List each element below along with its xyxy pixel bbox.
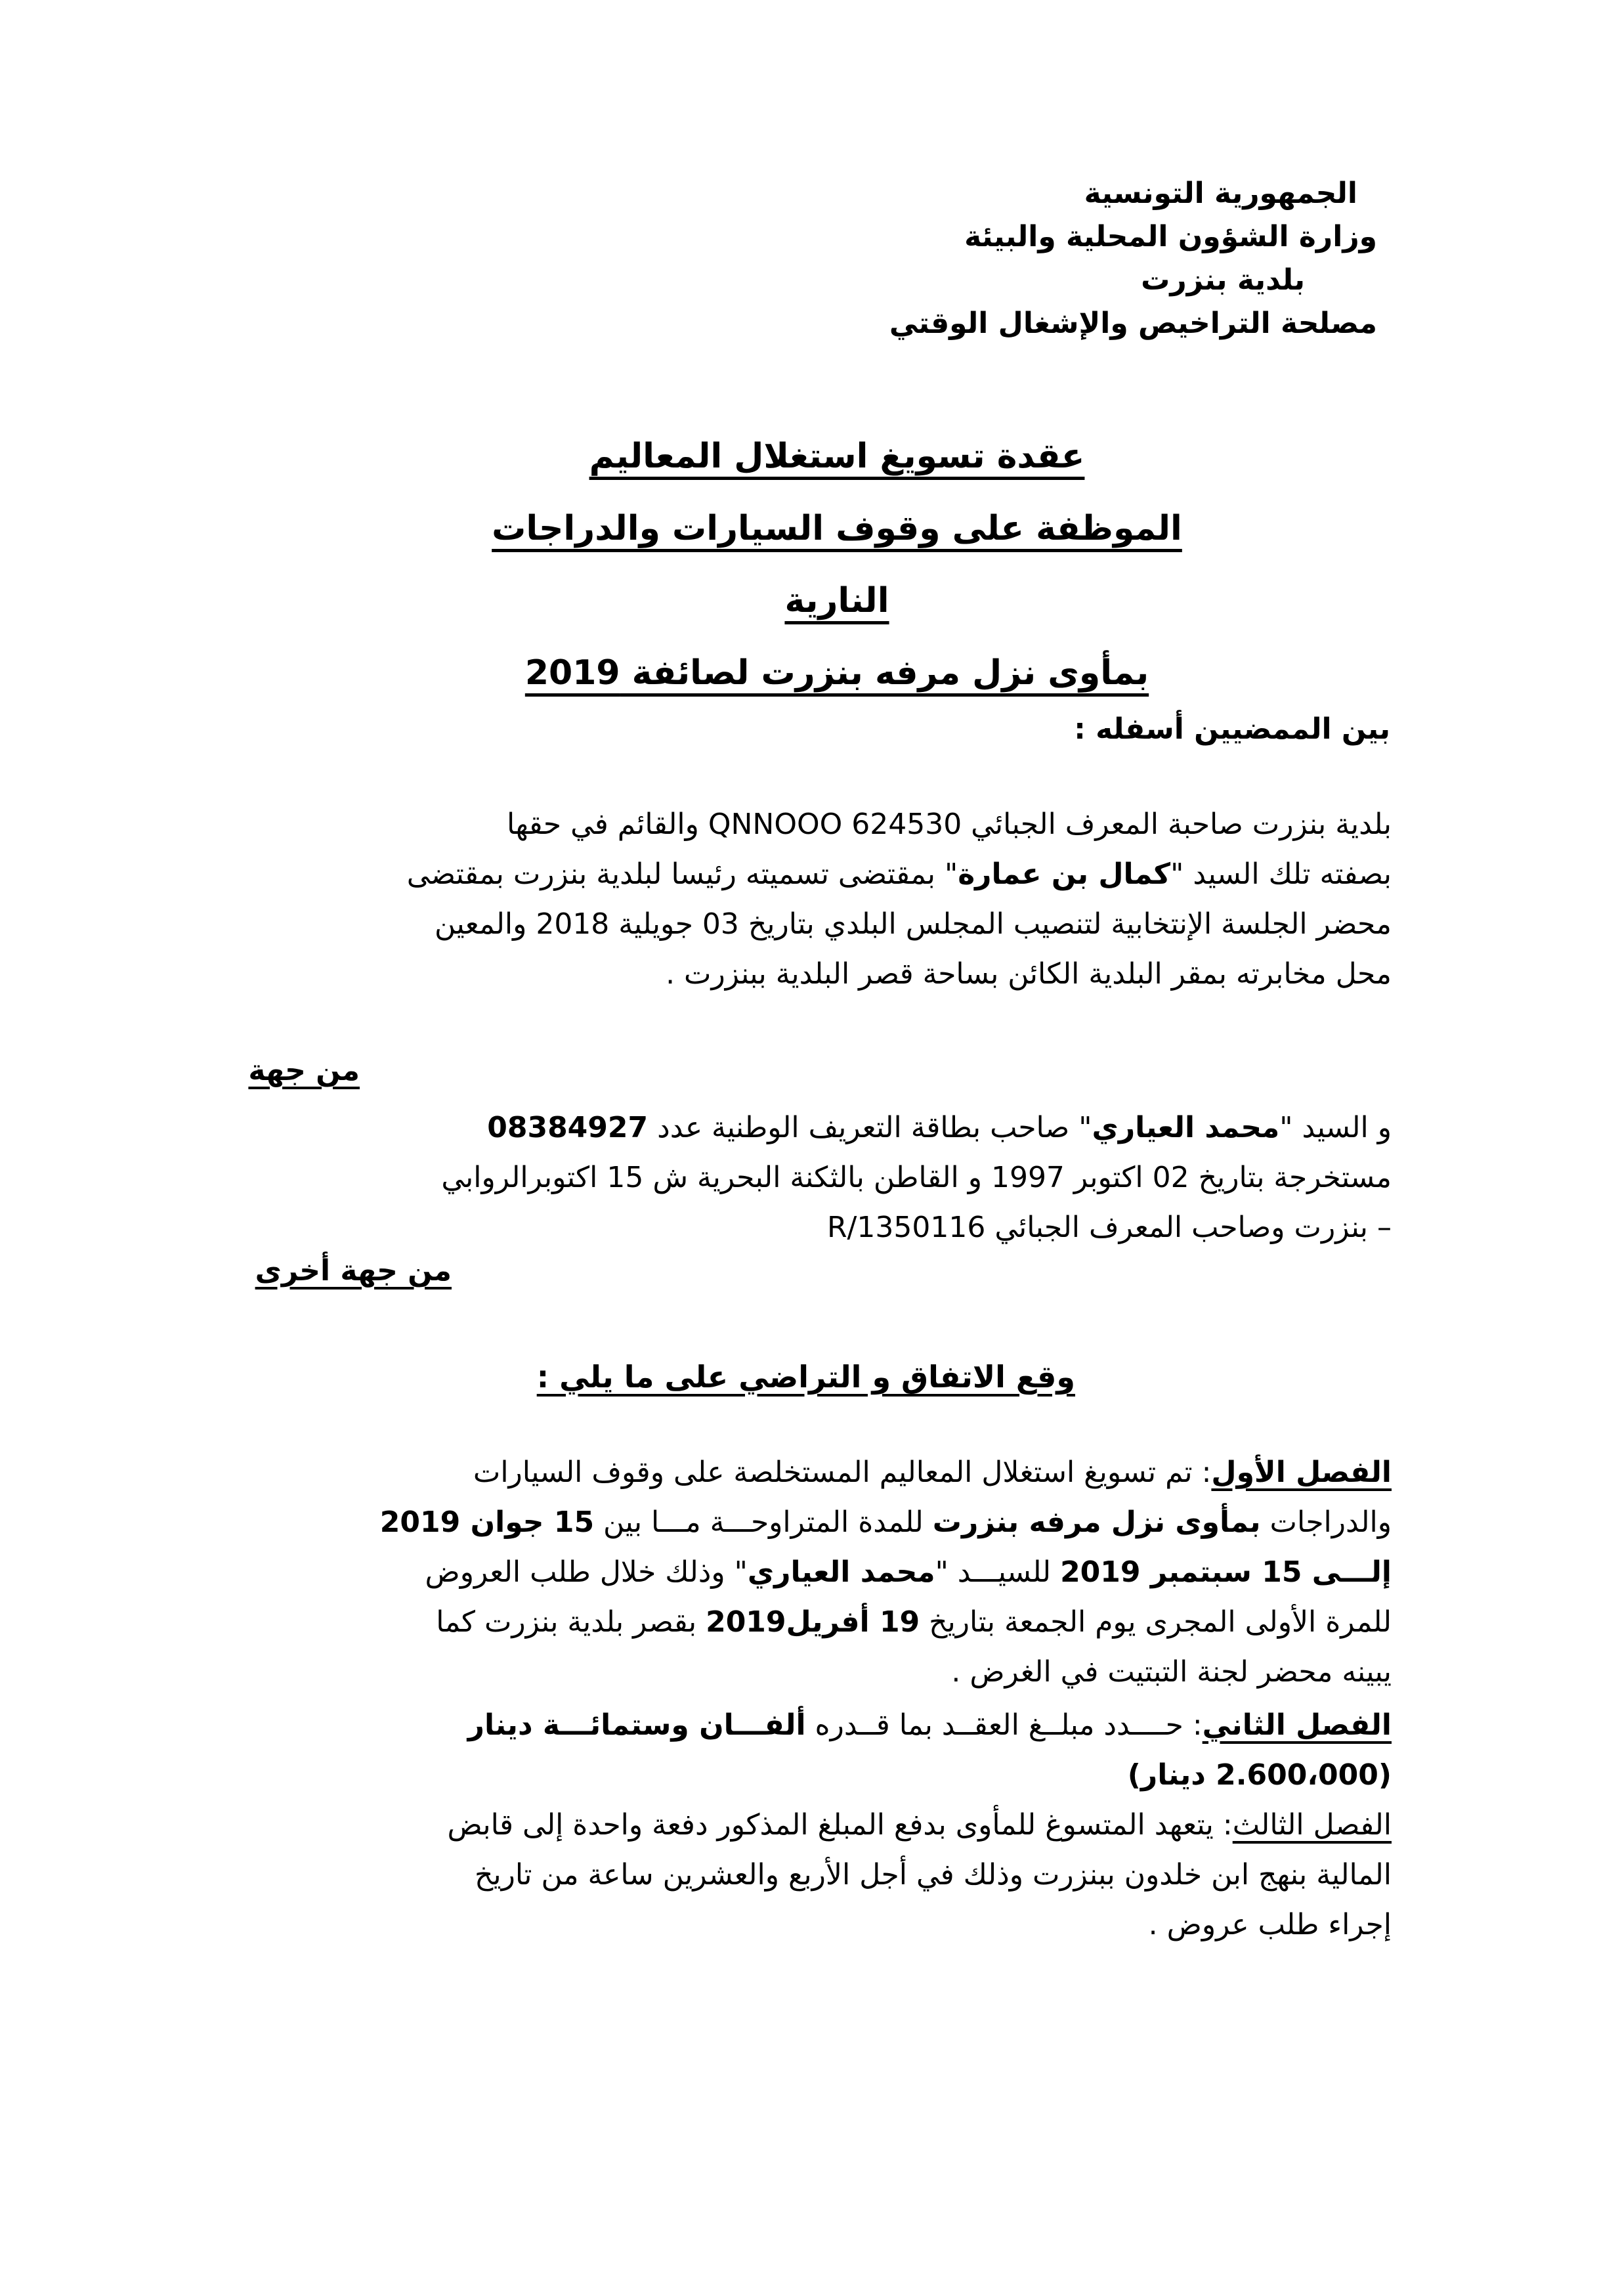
article-2-line-1: الفصل الثاني: حــــدد مبلــغ العقــد بما قــدره ألفـــان وستمائـــة دينار	[467, 1708, 1392, 1742]
article-1-label: الفصل الأول	[1211, 1456, 1392, 1489]
party-2-side-label: من جهة أخرى	[255, 1254, 452, 1288]
party-1-line-4: محل مخابرته بمقر البلدية الكائن بساحة قصر البلدية ببنزرت .	[666, 957, 1392, 991]
letterhead-department: مصلحة التراخيص والإشغال الوقتي	[889, 307, 1377, 340]
letterhead-municipality: بلدية بنزرت	[1141, 263, 1305, 297]
article-3-line-2: المالية بنهج ابن خلدون ببنزرت وذلك في أجل الأربع والعشرين ساعة من تاريخ	[474, 1858, 1392, 1892]
party-2-line-3: – بنزرت وصاحب المعرف الجبائي 1350116/R	[826, 1211, 1392, 1244]
article-1-line-3: إلـــى 15 سبتمبر 2019 للسيـــد "محمد العياري" وذلك خلال طلب العروض	[425, 1555, 1392, 1589]
party-1-line-3: محضر الجلسة الإنتخابية لتنصيب المجلس البلدي بتاريخ 03 جويلية 2018 والمعين	[435, 907, 1392, 941]
article-3-label: الفصل الثالث	[1232, 1808, 1392, 1842]
party-1-side-label: من جهة	[248, 1054, 360, 1087]
article-2-label: الفصل الثاني	[1202, 1708, 1392, 1742]
party-2-line-1: و السيد "محمد العياري" صاحب بطاقة التعريف الوطنية عدد 08384927	[487, 1111, 1392, 1144]
letterhead-country: الجمهورية التونسية	[1084, 177, 1357, 210]
article-2	[243, 1700, 1392, 1800]
party-2-paragraph	[243, 1103, 1392, 1253]
document-title	[459, 420, 1214, 709]
article-3-line-1: الفصل الثالث: يتعهد المتسوغ للمأوى بدفع المبلغ المذكور دفعة واحدة إلى قابض	[447, 1808, 1392, 1842]
article-2-amount: (2.600،000 دينار)	[1127, 1758, 1392, 1792]
article-1-line-5: يبينه محضر لجنة التبتيت في الغرض .	[951, 1655, 1392, 1689]
mayor-name: كمال بن عمارة	[958, 857, 1171, 891]
tenant-id-number: 08384927	[487, 1111, 649, 1144]
article-1-line-1: الفصل الأول: تم تسويغ استغلال المعاليم المستخلصة على وقوف السيارات	[473, 1456, 1392, 1489]
article-3-line-3: إجراء طلب عروض .	[1148, 1908, 1392, 1941]
article-1-line-4: للمرة الأولى المجرى يوم الجمعة بتاريخ 19 أفريل2019 بقصر بلدية بنزرت كما	[436, 1605, 1392, 1639]
parties-heading: بين الممضيين أسفله :	[1074, 712, 1390, 746]
article-3	[243, 1800, 1392, 1950]
title-line-2: الموظفة على وقوف السيارات والدراجات النارية	[492, 509, 1182, 620]
title-line-3: بمأوى نزل مرفه بنزرت لصائفة 2019	[524, 653, 1149, 693]
tenant-name: محمد العياري	[1092, 1111, 1280, 1144]
letterhead-ministry: وزارة الشؤون المحلية والبيئة	[964, 220, 1377, 253]
article-1	[243, 1448, 1392, 1697]
article-1-line-2: والدراجات بمأوى نزل مرفه بنزرت للمدة المتراوحـــة مـــا بين 15 جوان 2019	[379, 1505, 1392, 1539]
party-1-line-2: بصفته تلك السيد "كمال بن عمارة" بمقتضى تسميته رئيسا لبلدية بنزرت بمقتضى	[406, 857, 1392, 891]
party-1-line-1: بلدية بنزرت صاحبة المعرف الجبائي 624530 QNNOOO والقائم في حقها	[506, 808, 1392, 841]
title-line-1: عقدة تسويغ استغلال المعاليم	[589, 437, 1085, 476]
party-1-paragraph	[243, 800, 1392, 999]
party-2-line-2: مستخرجة بتاريخ 02 اكتوبر 1997 و القاطن بالثكنة البحرية ش 15 اكتوبرالروابي	[441, 1161, 1392, 1194]
letterhead	[589, 172, 1377, 345]
agreement-heading: وقع الاتفاق و التراضي على ما يلي :	[536, 1359, 1075, 1395]
